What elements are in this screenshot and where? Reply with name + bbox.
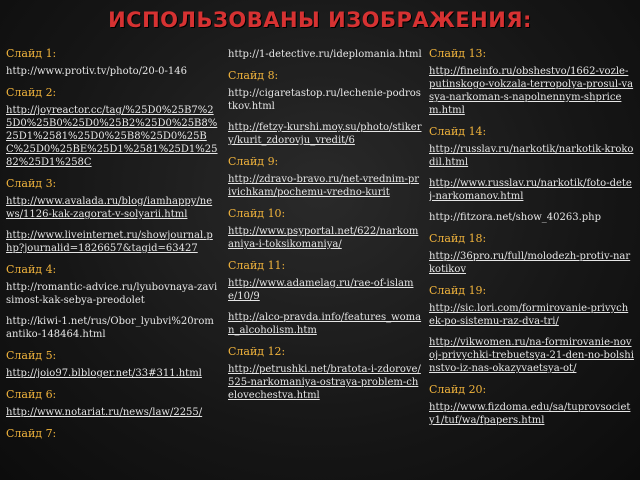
slide-source-heading: Слайд 18: <box>429 232 487 245</box>
source-link[interactable]: http://www.liveinternet.ru/showjournal.php?journalid=1826657&tagid=63427 <box>6 230 213 254</box>
source-link[interactable]: http://sic.lori.com/formirovanie-privychek-po-sistemu-raz-dva-tri/ <box>429 303 629 327</box>
slide-source-heading: Слайд 2: <box>6 86 57 99</box>
slide-source-heading: Слайд 10: <box>228 207 286 220</box>
source-link[interactable]: http://petrushki.net/bratota-i-zdorove/525-narkomaniya-ostraya-problem-chelovechestva.html <box>228 364 421 401</box>
source-link[interactable]: http://zdravo-bravo.ru/net-vrednim-privichkam/pochemu-vredno-kurit <box>228 174 420 198</box>
sources-column-2 <box>228 44 422 480</box>
slide-source-heading: Слайд 9: <box>228 155 279 168</box>
source-link[interactable]: http://russlav.ru/narkotik/narkotik-krokodil.html <box>429 144 634 168</box>
source-link[interactable]: http://romantic-advice.ru/lyubovnaya-zavisimost-kak-sebya-preodolet <box>6 282 218 306</box>
source-link[interactable]: http://fineinfo.ru/obshestvo/1662-vozle-putinskogo-vokzala-terropolya-prosul-vasya-narkoman-s-napolnennym-shpricem.html <box>429 66 634 116</box>
slide-source-heading: Слайд 4: <box>6 263 57 276</box>
source-link[interactable]: http://36pro.ru/full/molodezh-protiv-narkotikov <box>429 251 631 275</box>
slide-source-heading: Слайд 3: <box>6 177 57 190</box>
slide-source-heading: Слайд 8: <box>228 69 279 82</box>
source-link[interactable]: http://joyreactor.cc/tag/%25D0%25B7%25D0%25B0%25D0%25B2%25D0%25B8%25D1%2581%25D0%25B8%25D0%25BC%25D0%25BE%25D1%2581%25D1%2582%25D1%258C <box>6 105 218 168</box>
source-link[interactable]: http://www.adamelag.ru/rae-of-islame/10/9 <box>228 278 414 302</box>
source-link[interactable]: http://alco-pravda.info/features_woman_alcoholism.htm <box>228 312 422 336</box>
source-link[interactable]: http://kiwi-1.net/rus/Obor_lyubvi%20romantiko-148464.html <box>6 316 214 340</box>
slide-source-heading: Слайд 19: <box>429 284 487 297</box>
slide-source-heading: Слайд 7: <box>6 427 57 440</box>
source-link[interactable]: http://www.notariat.ru/news/law/2255/ <box>6 407 203 418</box>
source-link[interactable]: http://www.fizdoma.edu/sa/tuprovsociety1/tuf/wa/fpapers.html <box>429 402 631 426</box>
source-link[interactable]: http://fitzora.net/show_40263.php <box>429 212 602 223</box>
source-link[interactable]: http://fetzy-kurshi.moy.su/photo/stikery/kurit_zdorovju_vredit/6 <box>228 122 422 146</box>
source-link[interactable]: http://www.avalada.ru/blog/iamhappy/news/1126-kak-zagorat-v-solyarii.html <box>6 196 213 220</box>
slide-source-heading: Слайд 20: <box>429 383 487 396</box>
source-link[interactable]: http://www.russlav.ru/narkotik/foto-detej-narkomanov.html <box>429 178 632 202</box>
source-link[interactable]: http://cigaretastop.ru/lechenie-podrostkov.html <box>228 88 421 112</box>
slide-source-heading: Слайд 11: <box>228 259 286 272</box>
slide-source-heading: Слайд 12: <box>228 345 286 358</box>
source-link[interactable]: http://joio97.blbloger.net/33#311.html <box>6 368 202 379</box>
source-link[interactable]: http://vikwomen.ru/na-formirovanie-novoj-privychki-trebuetsya-21-den-no-bolshinstvo-iz-nas-okazyvaetsya-ot/ <box>429 337 634 374</box>
source-link[interactable]: http://www.protiv.tv/photo/20-0-146 <box>6 66 187 77</box>
slide-source-heading: Слайд 1: <box>6 47 57 60</box>
slide-title: ИСПОЛЬЗОВАНЫ ИЗОБРАЖЕНИЯ: <box>108 8 532 32</box>
slide-source-heading: Слайд 14: <box>429 125 487 138</box>
source-link[interactable]: http://1-detective.ru/ideplomania.html <box>228 49 422 60</box>
slide-source-heading: Слайд 13: <box>429 47 487 60</box>
slide-source-heading: Слайд 6: <box>6 388 57 401</box>
sources-column-3 <box>429 44 634 480</box>
source-link[interactable]: http://www.psyportal.net/622/narkomaniya-i-toksikomaniya/ <box>228 226 419 250</box>
sources-column-1 <box>6 44 218 480</box>
slide-source-heading: Слайд 5: <box>6 349 57 362</box>
